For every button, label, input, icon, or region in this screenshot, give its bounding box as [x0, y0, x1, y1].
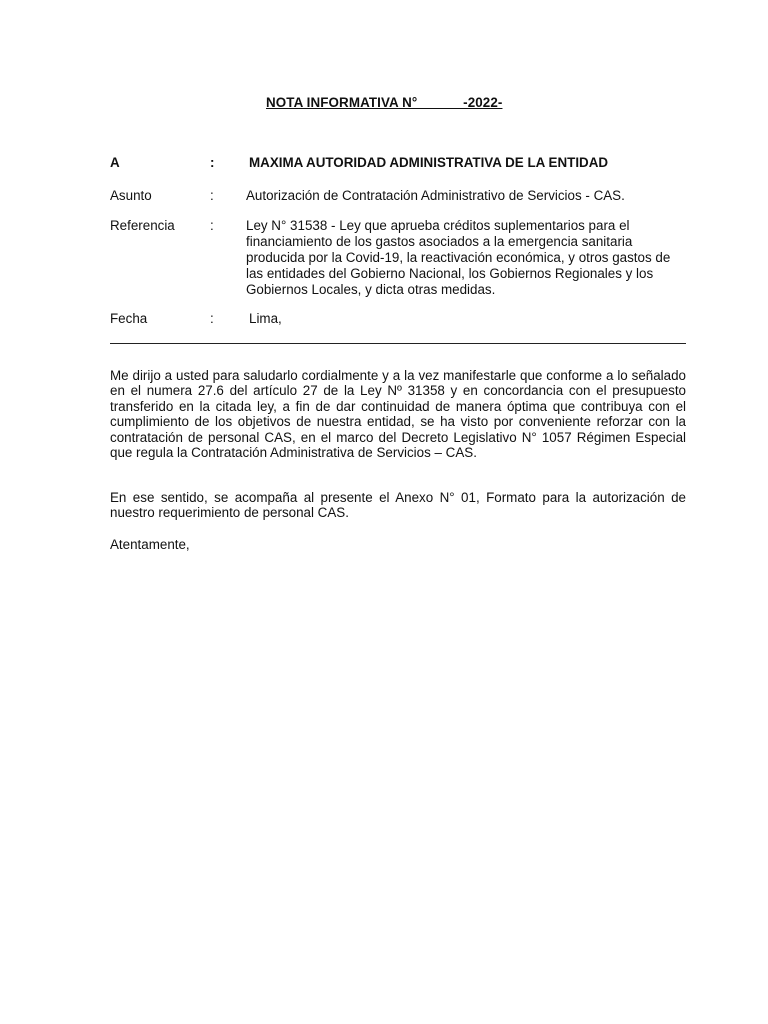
reference-value: Ley N° 31538 - Ley que aprueba créditos suplementarios para el financiamiento de los gastos asociados a la emergencia sanitaria producida por la Covid-19, la reactivación económica, y otros gastos de las entidades del Gobierno Nacional, los Gobiernos Regionales y los Gobiernos Locales, y dicta otras medidas. [246, 218, 671, 297]
document-title: NOTA INFORMATIVA N° -2022- [266, 95, 503, 110]
date-label: Fecha [110, 311, 148, 326]
to-label: A [110, 155, 120, 170]
body-paragraph-1: Me dirijo a usted para saludarlo cordialmente y a la vez manifestarle que conforme a lo señalado en el numera 27.6 del artículo 27 de la Ley Nº 31358 y en concordancia con el presupuesto transferido en la citada ley, a fin de dar continuidad de manera óptima que contribuya con el cumplimiento de los objetivos de nuestra entidad, se ha visto por conveniente reforzar con la contratación de personal CAS, en el marco del Decreto Legislativo N° 1057 Régimen Especial que regula la Contratación Administrativa de Servicios – CAS. [110, 368, 686, 461]
date-colon: : [210, 311, 214, 326]
body-paragraph-2: En ese sentido, se acompaña al presente el Anexo N° 01, Formato para la autorización de nuestro requerimiento de personal CAS. [110, 490, 686, 521]
reference-colon: : [210, 218, 214, 233]
to-value: MAXIMA AUTORIDAD ADMINISTRATIVA DE LA ENTIDAD [249, 155, 609, 170]
subject-label: Asunto [110, 188, 152, 203]
subject-value: Autorización de Contratación Administrativo de Servicios - CAS. [246, 188, 625, 203]
date-value: Lima, [249, 311, 282, 326]
to-colon: : [210, 155, 215, 170]
closing-text: Atentamente, [110, 537, 190, 552]
reference-label: Referencia [110, 218, 175, 233]
subject-colon: : [210, 188, 214, 203]
header-divider [110, 343, 686, 344]
